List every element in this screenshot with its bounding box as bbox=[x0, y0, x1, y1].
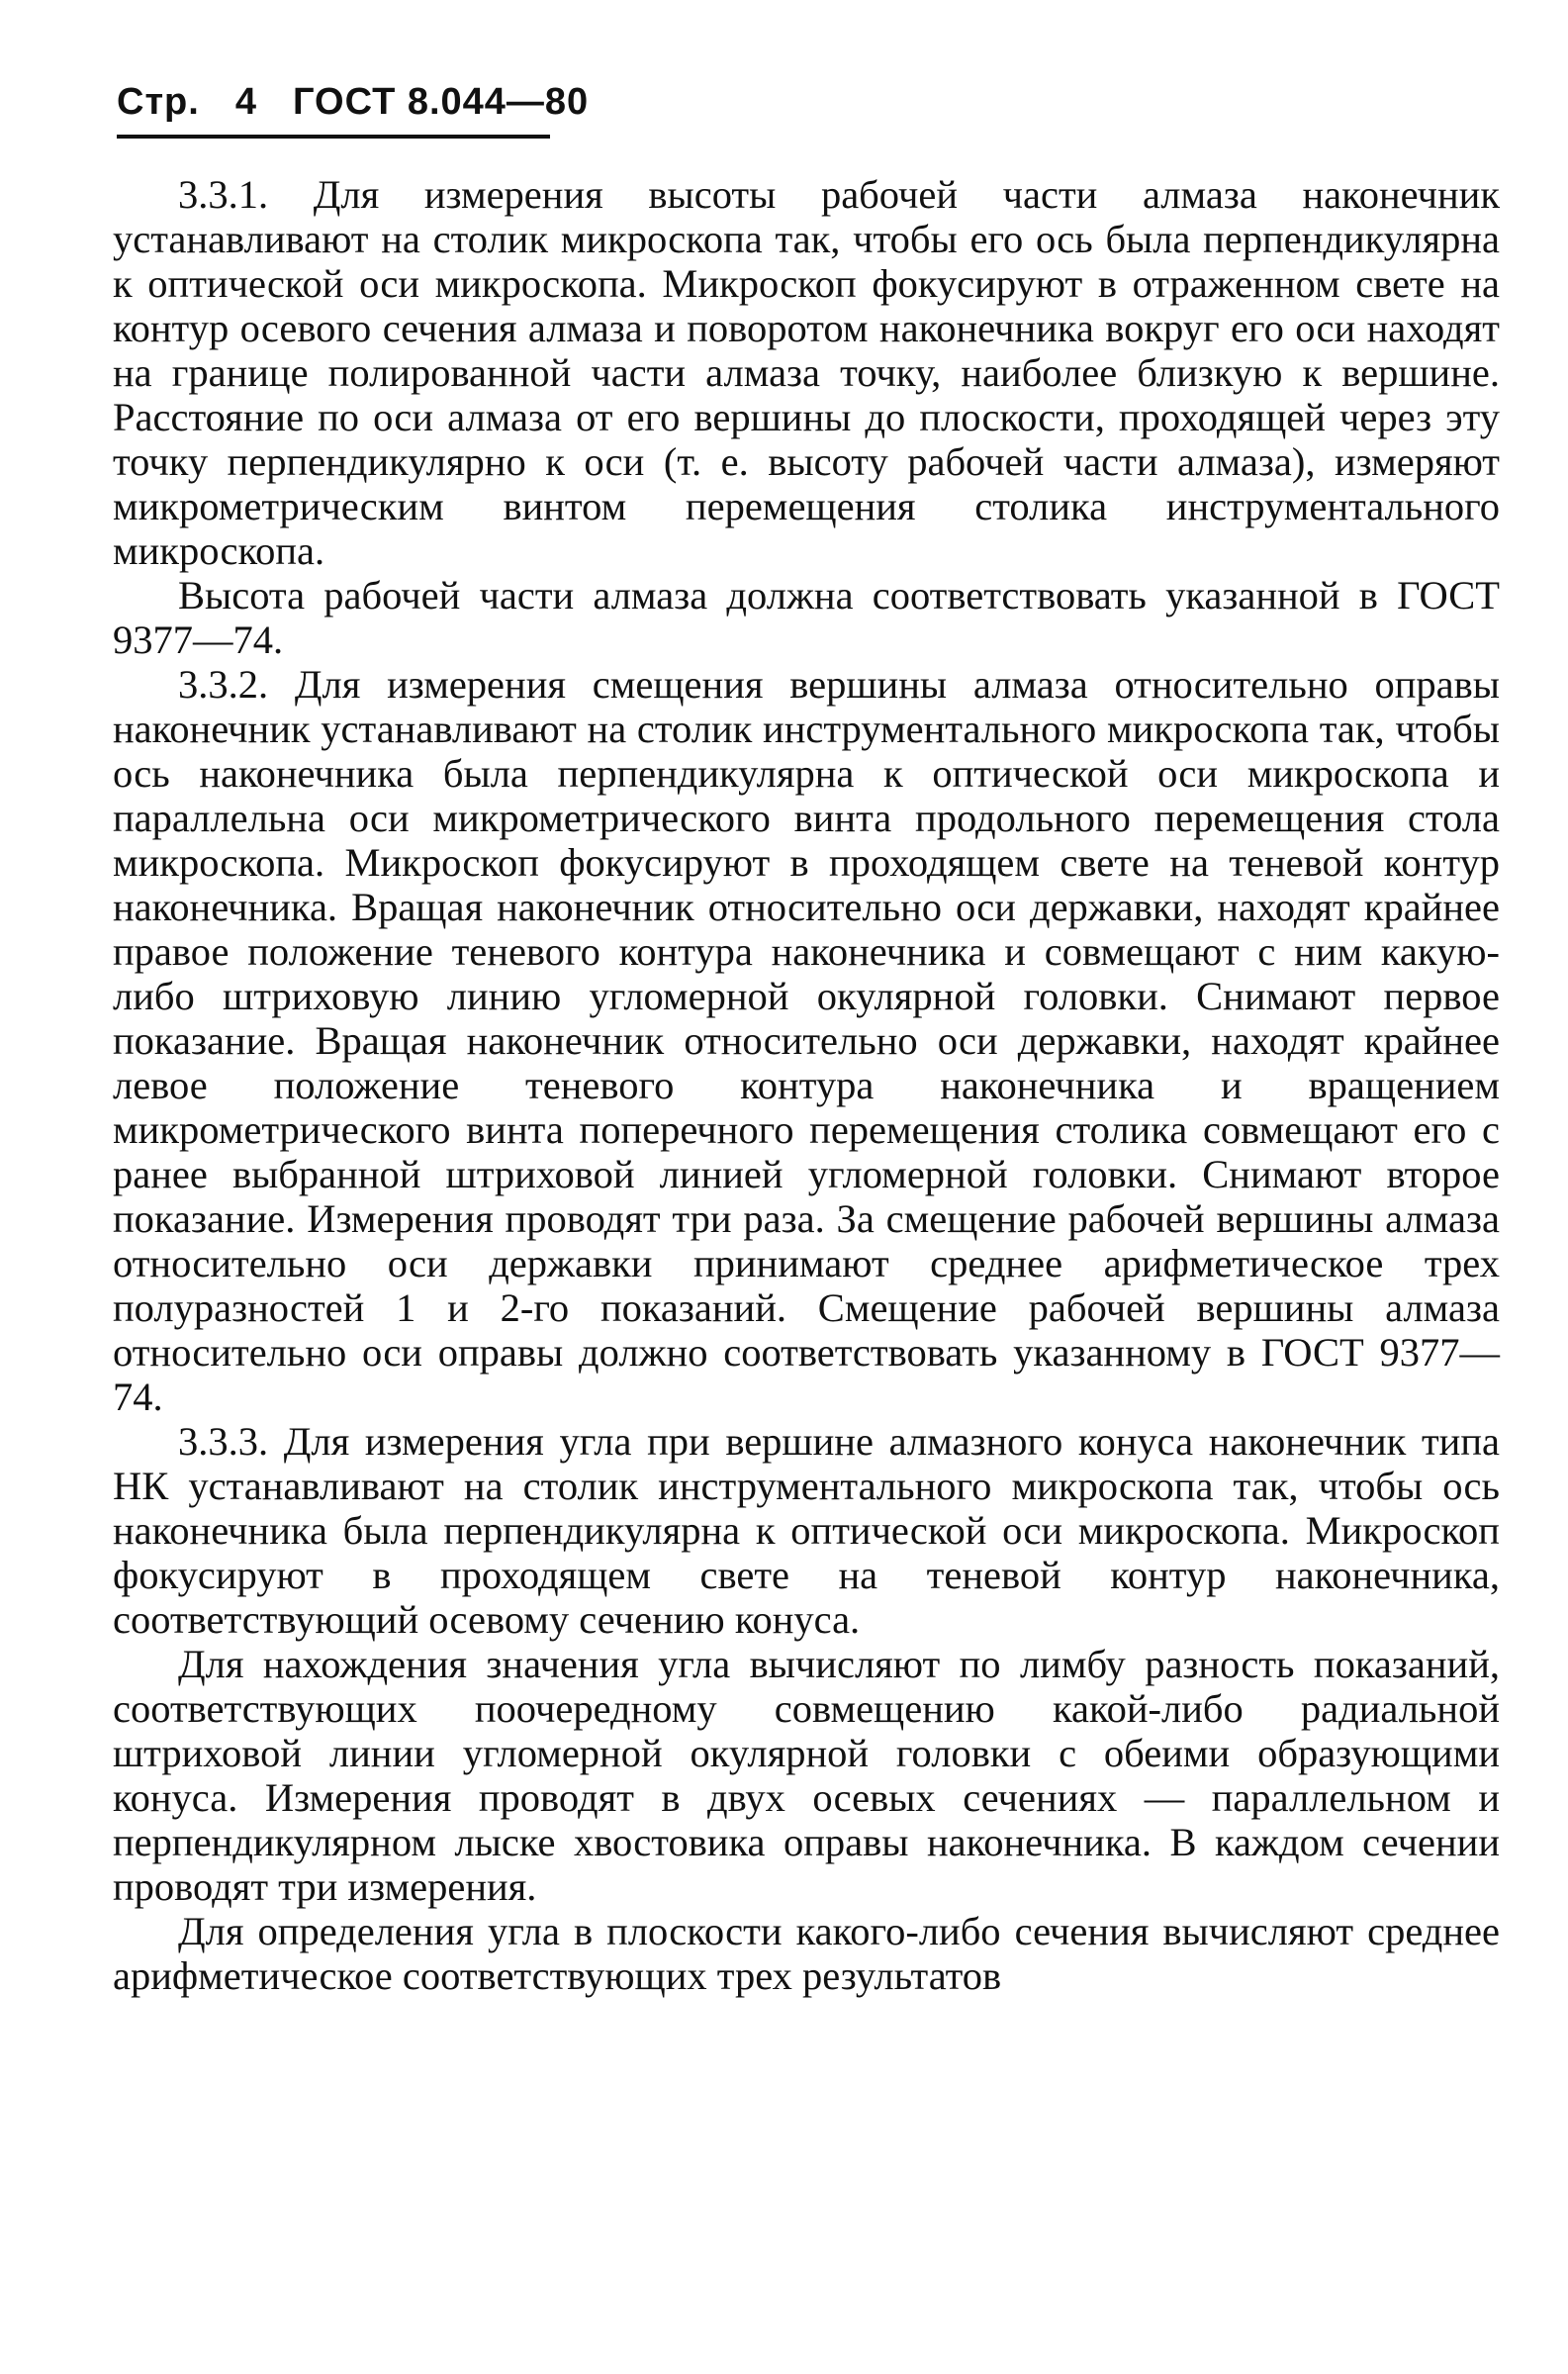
document-code: ГОСТ 8.044—80 bbox=[292, 81, 590, 123]
paragraph-3-3-3: 3.3.3. Для измерения угла при вершине алмазного конуса наконечник типа НК устанавливают на столик инструментального микроскопа так, чтобы ось наконечника была перпендикулярна к оптической оси микроскопа. Микроскоп фокусируют в проходящем свете на теневой контур наконечника, соответствующий осевому сечению конуса. bbox=[113, 1419, 1500, 1642]
paragraph-3-3-2: 3.3.2. Для измерения смещения вершины алмаза относительно оправы наконечник устанавливают на столик инструментального микроскопа так, чтобы ось наконечника была перпендикулярна к оптической оси микроскопа и параллельна оси микрометрического винта продольного перемещения стола микроскопа. Микроскоп фокусируют в проходящем свете на теневой контур наконечника. Вращая наконечник относительно оси державки, находят крайнее правое положение теневого контура наконечника и совмещают с ним какую-либо штриховую линию угломерной окулярной головки. Снимают первое показание. Вращая наконечник относительно оси державки, находят крайнее левое положение теневого контура наконечника и вращением микрометрического винта поперечного перемещения столика совмещают его с ранее выбранной штриховой линией угломерной головки. Снимают второе показание. Измерения проводят три раза. За смещение рабочей вершины алмаза относительно оси державки принимают среднее арифметическое трех полуразностей 1 и 2-го показаний. Смещение рабочей вершины алмаза относительно оси оправы должно соответствовать указанному в ГОСТ 9377—74. bbox=[113, 662, 1500, 1419]
paragraph-3-3-1: 3.3.1. Для измерения высоты рабочей части алмаза наконечник устанавливают на столик микроскопа так, чтобы его ось была перпендикулярна к оптической оси микроскопа. Микроскоп фокусируют в отраженном свете на контур осевого сечения алмаза и поворотом наконечника вокруг его оси находят на границе полированной части алмаза точку, наиболее близкую к вершине. Расстояние по оси алмаза от его вершины до плоскости, проходящей через эту точку перпендикулярно к оси (т. е. высоту рабочей части алмаза), измеряют микрометрическим винтом перемещения столика инструментального микроскопа. bbox=[113, 172, 1500, 573]
paragraph-height-requirement: Высота рабочей части алмаза должна соответствовать указанной в ГОСТ 9377—74. bbox=[113, 573, 1500, 662]
page-label: Стр. bbox=[117, 81, 200, 123]
body-text bbox=[113, 172, 1500, 1998]
page-number: 4 bbox=[234, 81, 257, 123]
header-rule bbox=[117, 135, 550, 139]
paragraph-angle-measurement: Для нахождения значения угла вычисляют по лимбу разность показаний, соответствующих поочередному совмещению какой-либо радиальной штриховой линии угломерной окулярной головки с обеими образующими конуса. Измерения проводят в двух осевых сечениях — параллельном и перпендикулярном лыске хвостовика оправы наконечника. В каждом сечении проводят три измерения. bbox=[113, 1642, 1500, 1909]
running-header bbox=[117, 83, 589, 121]
paragraph-angle-calculation: Для определения угла в плоскости какого-либо сечения вычисляют среднее арифметическое соответствующих трех результатов bbox=[113, 1909, 1500, 1998]
